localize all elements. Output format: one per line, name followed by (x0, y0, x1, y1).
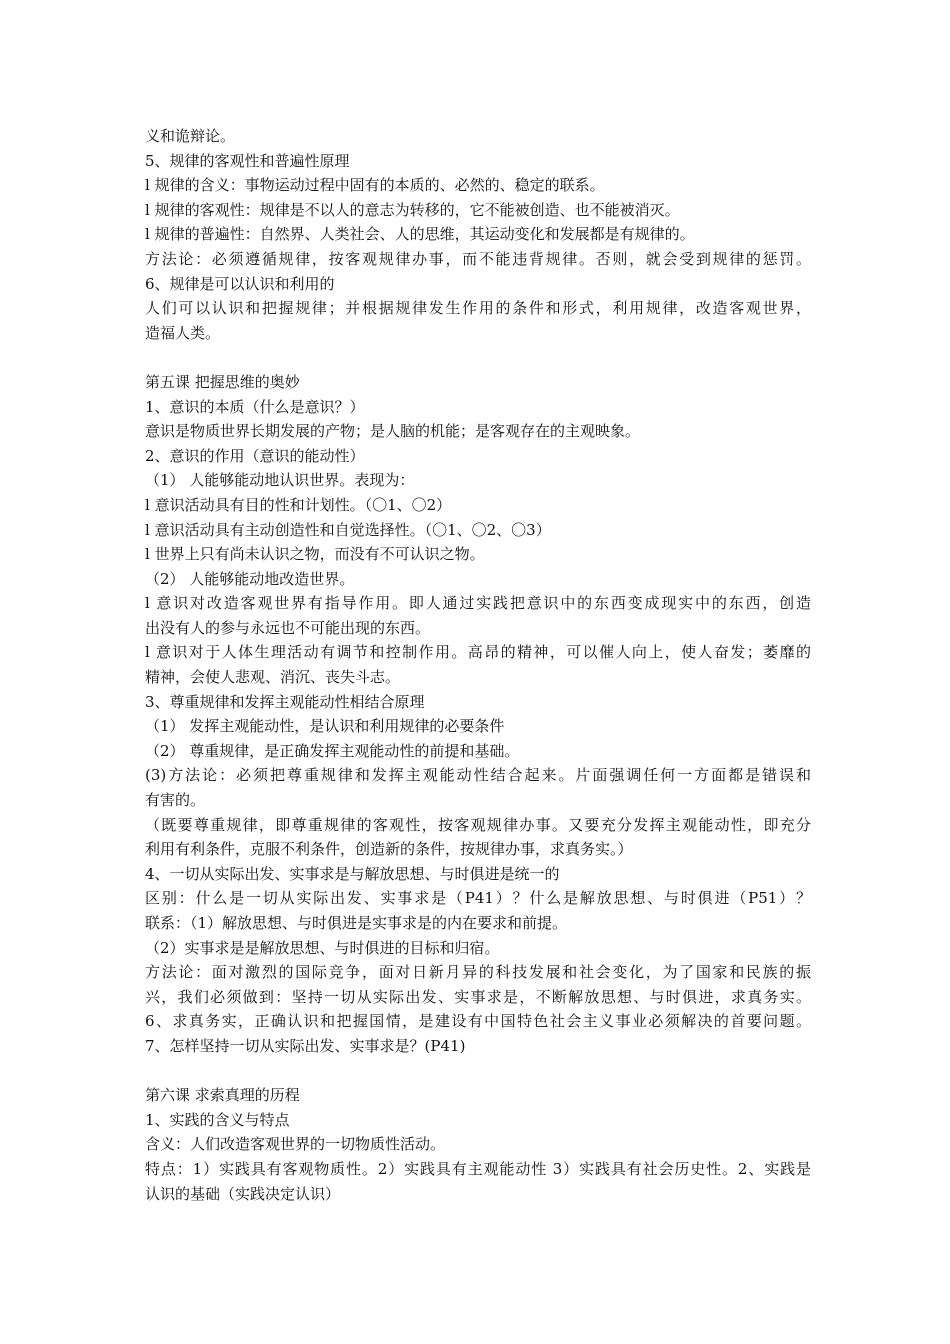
section-heading-5: 5、规律的客观性和普遍性原理 (145, 151, 350, 170)
text-line: l 规律的普遍性：自然界、人类社会、人的思维，其运动变化和发展都是有规律的。 (145, 225, 695, 244)
text-line: 区别：什么是一切从实际出发、实事求是（P41）？什么是解放思想、与时俱进（P51）？ (145, 889, 811, 908)
text-line: l 意识对于人体生理活动有调节和控制作用。高昂的精神，可以催人向上，使人奋发；萎靡的 (145, 643, 811, 662)
section-heading-6: 6、规律是可以认识和利用的 (145, 274, 335, 293)
text-line: 认识的基础（实践决定认识） (145, 1184, 341, 1203)
text-line: l 规律的含义：事物运动过程中固有的本质的、必然的、稳定的联系。 (145, 176, 605, 195)
blank-line (145, 345, 811, 370)
text-line: 兴，我们必须做到：坚持一切从实际出发、实事求是，不断解放思想、与时俱进，求真务实。 (145, 987, 811, 1006)
text-line: 方法论：必须遵循规律，按客观规律办事，而不能违背规律。否则，就会受到规律的惩罚。 (145, 249, 811, 268)
text-line: 方法论：面对激烈的国际竞争，面对日新月异的科技发展和社会变化，为了国家和民族的振 (145, 963, 811, 982)
text-line: l 规律的客观性：规律是不以人的意志为转移的，它不能被创造、也不能被消灭。 (145, 200, 680, 219)
text-line: 精神，会使人悲观、消沉、丧失斗志。 (145, 668, 401, 687)
text-line: 含义：人们改造客观世界的一切物质性活动。 (145, 1135, 446, 1154)
document-page (145, 124, 811, 1206)
text-line: （1） 发挥主观能动性，是认识和利用规律的必要条件 (145, 717, 505, 736)
lesson-title-6: 第六课 求索真理的历程 (145, 1086, 300, 1105)
text-line: 意识是物质世界长期发展的产物；是人脑的机能；是客观存在的主观映象。 (145, 422, 641, 441)
text-line: （2） 尊重规律，是正确发挥主观能动性的前提和基础。 (145, 741, 520, 760)
section-heading-1b: 1、实践的含义与特点 (145, 1110, 290, 1129)
text-line: l 意识活动具有主动创造性和自觉选择性。（〇1、〇2、〇3） (145, 520, 551, 539)
text-line: （1） 人能够能动地认识世界。表现为： (145, 471, 415, 490)
text-line: （2）实事求是是解放思想、与时俱进的目标和归宿。 (145, 938, 500, 957)
text-line: l 意识对改造客观世界有指导作用。即人通过实践把意识中的东西变成现实中的东西，创造 (145, 594, 811, 613)
text-line: （既要尊重规律，即尊重规律的客观性，按客观规律办事。又要充分发挥主观能动性，即充分 (145, 815, 811, 834)
section-heading-1: 1、意识的本质（什么是意识？） (145, 397, 365, 416)
section-heading-7: 7、怎样坚持一切从实际出发、实事求是？(P41) (145, 1036, 466, 1055)
blank-line (145, 1059, 811, 1084)
text-line: 人们可以认识和把握规律；并根据规律发生作用的条件和形式，利用规律，改造客观世界， (145, 299, 811, 318)
text-line: l 世界上只有尚未认识之物，而没有不可认识之物。 (145, 545, 485, 564)
text-line: 联系：（1）解放思想、与时俱进是实事求是的内在要求和前提。 (145, 914, 568, 932)
section-heading-4: 4、一切从实际出发、实事求是与解放思想、与时俱进是统一的 (145, 864, 560, 883)
text-line: 特点：1）实践具有客观物质性。2）实践具有主观能动性 3）实践具有社会历史性。2、实践是 (145, 1159, 811, 1178)
text-line: 有害的。 (145, 791, 206, 810)
text-line: l 意识活动具有目的性和计划性。（〇1、〇2） (145, 495, 452, 514)
section-heading-3: 3、尊重规律和发挥主观能动性相结合原理 (145, 692, 425, 711)
section-heading-2: 2、意识的作用（意识的能动性） (145, 446, 365, 465)
text-line: 利用有利条件，克服不利条件，创造新的条件，按规律办事，求真务实。） (145, 840, 633, 859)
text-line: 造福人类。 (145, 323, 221, 342)
section-heading-6b: 6、求真务实，正确认识和把握国情，是建设有中国特色社会主义事业必须解决的首要问题。 (145, 1012, 811, 1031)
text-line: 义和诡辩论。 (145, 127, 236, 145)
lesson-title-5: 第五课 把握思维的奥妙 (145, 372, 300, 391)
text-line: 出没有人的参与永远也不可能出现的东西。 (145, 618, 431, 637)
text-line: （2） 人能够能动地改造世界。 (145, 569, 355, 588)
text-line: (3)方法论：必须把尊重规律和发挥主观能动性结合起来。片面强调任何一方面都是错误和 (145, 766, 811, 785)
